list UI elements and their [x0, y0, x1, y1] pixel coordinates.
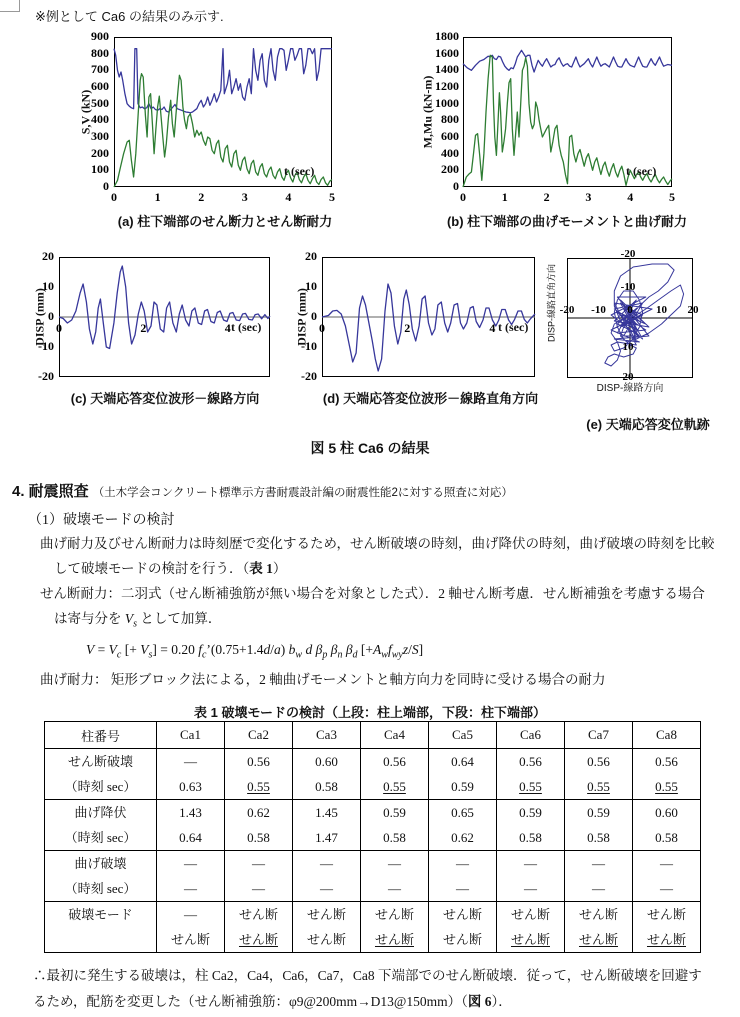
value-line: — [320, 856, 333, 871]
tick-label: 500 [91, 95, 109, 110]
tick-label: -10 [301, 339, 317, 353]
bullet-shear-capacity: せん断耐力：二羽式（せん断補強筋が無い場合を対象とした式）．2 軸せん断考慮．せん断補強を考慮する場合は寄与分を $V_s$ として加算． [40, 586, 705, 630]
failure-mode-table [44, 721, 701, 953]
value-line: — [592, 881, 605, 896]
value-line: せん断 [442, 932, 482, 947]
tick-label: 20 [687, 304, 699, 316]
tick-label: 700 [91, 62, 109, 77]
tick-label: 1200 [435, 79, 459, 93]
tick-label: 0 [48, 309, 54, 323]
value-line: — [524, 881, 537, 896]
value-cell [225, 749, 293, 800]
tick-label: 800 [91, 45, 109, 60]
table-header-label: 柱番号 [45, 722, 157, 749]
value-line: 0.58 [655, 830, 678, 845]
value-line: せん断 [306, 932, 346, 947]
chart-b-x-axis-label: t (sec) [626, 164, 657, 178]
value-line: 0.56 [587, 754, 610, 769]
value-line: 0.63 [179, 779, 202, 794]
value-line: — [388, 856, 401, 871]
table-header-Ca7: Ca7 [565, 722, 633, 749]
tick-label: -20 [559, 304, 575, 316]
value-cell [497, 851, 565, 902]
value-cell [361, 902, 429, 953]
value-cell [157, 800, 225, 851]
value-line: — [252, 856, 265, 871]
value-line: 0.56 [247, 754, 270, 769]
chart-e-y-axis-label: DISP-線路直角方向 [546, 263, 557, 343]
table-row [45, 851, 701, 902]
tick-label: 900 [91, 29, 109, 43]
tick-label: 800 [441, 112, 459, 127]
tick-label: 600 [441, 129, 459, 143]
value-line: せん断 [578, 932, 618, 947]
tick-label: 1400 [435, 62, 459, 77]
chart-d-x-axis-label: t (sec) [498, 320, 529, 334]
value-cell [565, 749, 633, 800]
table-header-Ca5: Ca5 [429, 722, 497, 749]
section4-heading-row [12, 480, 513, 501]
value-line: 0.60 [315, 754, 338, 769]
tick-label: 2 [198, 190, 205, 204]
value-line: — [388, 881, 401, 896]
value-line: 0.56 [383, 754, 406, 769]
value-line: せん断 [578, 907, 618, 922]
tick-label: 3 [241, 190, 248, 204]
tick-label: 4 [627, 190, 634, 204]
tick-label: 300 [91, 129, 109, 143]
tick-label: 20 [305, 249, 317, 263]
value-line: 0.58 [587, 830, 610, 845]
tick-label: 0 [56, 321, 62, 335]
row-label-cell [45, 902, 157, 953]
value-line: 0.59 [519, 805, 542, 820]
tick-label: 400 [441, 145, 459, 160]
row-label-line [45, 927, 156, 952]
tick-label: -10 [38, 339, 54, 353]
chart-a-x-axis-label: t (sec) [284, 164, 315, 178]
chart-c-caption: (c) 天端応答変位波形－線路方向 [70, 391, 260, 406]
tick-label: -20 [620, 248, 636, 260]
value-line: せん断 [238, 907, 278, 922]
tick-label: 0 [111, 190, 117, 204]
value-cell [429, 851, 497, 902]
tick-label: 0 [319, 321, 325, 335]
bullet-failure-mode: 曲げ耐力及びせん断耐力は時刻歴で変化するため，せん断破壊の時刻，曲げ降伏の時刻，曲げ破壊の時刻を比較して破壊モードの検討を行う．（表 1） [40, 536, 715, 576]
value-line: せん断 [646, 932, 686, 947]
table-header-Ca6: Ca6 [497, 722, 565, 749]
value-line: — [184, 907, 197, 922]
value-cell [565, 851, 633, 902]
value-line: 0.55 [383, 779, 406, 794]
table-header-Ca4: Ca4 [361, 722, 429, 749]
value-line: せん断 [374, 907, 414, 922]
value-cell [633, 800, 701, 851]
chart-e-caption: (e) 天端応答変位軌跡 [586, 417, 710, 432]
tick-label: 200 [91, 145, 109, 160]
row-label-line: （時刻 sec） [64, 779, 137, 794]
tick-label: 2 [543, 190, 550, 204]
tick-label: 10 [42, 279, 54, 293]
value-line: — [660, 881, 673, 896]
value-line: 0.62 [451, 830, 474, 845]
chart-a-y-axis-label: S,V (kN) [78, 89, 93, 135]
value-line: — [252, 881, 265, 896]
tick-label: 4 [285, 190, 292, 204]
value-line: せん断 [238, 932, 278, 947]
value-cell [429, 749, 497, 800]
tick-label: 0 [103, 179, 109, 193]
value-line: 0.65 [451, 805, 474, 820]
tick-label: 2 [140, 321, 147, 335]
tick-label: 3 [585, 190, 592, 204]
tick-label: 4 [224, 321, 231, 335]
table1-title: 表 1 破壊モードの検討（上段：柱上端部，下段：柱下端部） [194, 705, 546, 720]
value-line: 0.59 [451, 779, 474, 794]
value-line: 0.55 [519, 779, 542, 794]
value-line: 0.55 [655, 779, 678, 794]
value-cell [633, 749, 701, 800]
tick-label: 1 [501, 190, 508, 204]
chart-c-series [59, 257, 270, 377]
value-cell [497, 800, 565, 851]
value-line: せん断 [510, 932, 550, 947]
bullet-flexural-capacity: 曲げ耐力： 矩形ブロック法による，2 軸曲げモーメントと軸方向力を同時に受ける場合の耐力 [40, 672, 606, 688]
tick-label: 20 [42, 249, 54, 263]
value-cell [633, 851, 701, 902]
tick-label: 400 [91, 112, 109, 127]
value-cell [565, 902, 633, 953]
value-cell [565, 800, 633, 851]
value-line: 0.59 [587, 805, 610, 820]
tick-label: 10 [305, 279, 317, 293]
value-line: 0.62 [247, 805, 270, 820]
value-cell [157, 749, 225, 800]
value-line: — [524, 856, 537, 871]
tick-label: 100 [91, 162, 109, 177]
chart-e-x-axis-label: DISP-線路方向 [596, 383, 664, 394]
chart-d-series [322, 257, 535, 377]
value-cell [293, 851, 361, 902]
table-header-Ca8: Ca8 [633, 722, 701, 749]
table-header-Ca1: Ca1 [157, 722, 225, 749]
value-line: せん断 [374, 932, 414, 947]
tick-label: 1800 [435, 29, 459, 43]
tick-label: 5 [329, 190, 335, 204]
value-line: せん断 [170, 932, 210, 947]
value-cell [497, 902, 565, 953]
value-line: 0.64 [451, 754, 474, 769]
value-cell [497, 749, 565, 800]
tick-label: -20 [38, 369, 54, 383]
tick-label: 10 [622, 341, 634, 353]
table-row [45, 902, 701, 953]
chart-c-x-axis-label: t (sec) [231, 320, 262, 334]
tick-label: 0 [311, 309, 317, 323]
tick-label: -20 [301, 369, 317, 383]
value-line: — [320, 881, 333, 896]
value-line: せん断 [510, 907, 550, 922]
tick-label: 4 [489, 321, 496, 335]
row-label-line: （時刻 sec） [64, 830, 137, 845]
tick-label: 0 [460, 190, 466, 204]
figure5-caption: 図 5 柱 Ca6 の結果 [310, 440, 430, 456]
value-line: 0.59 [383, 805, 406, 820]
value-line: 1.47 [315, 830, 338, 845]
value-cell [361, 749, 429, 800]
section4-heading: 4. 耐震照査 [12, 483, 89, 500]
value-line: せん断 [306, 907, 346, 922]
tick-label: 20 [622, 371, 634, 383]
chart-d-caption: (d) 天端応答変位波形－線路直角方向 [322, 391, 539, 406]
value-line: — [184, 881, 197, 896]
value-line: 0.56 [519, 754, 542, 769]
table-row [45, 800, 701, 851]
value-line: 0.56 [655, 754, 678, 769]
value-line: 0.58 [383, 830, 406, 845]
value-line: — [456, 881, 469, 896]
tick-label: 2 [404, 321, 411, 335]
value-line: 1.43 [179, 805, 202, 820]
chart-a-caption: (a) 柱下端部のせん断力とせん断耐力 [117, 214, 333, 229]
value-line: 0.55 [587, 779, 610, 794]
tick-label: 10 [656, 304, 667, 316]
row-label-line: せん断破壊 [67, 754, 133, 769]
value-cell [633, 902, 701, 953]
row-label-line: （時刻 sec） [64, 881, 137, 896]
value-cell [225, 902, 293, 953]
value-cell [293, 749, 361, 800]
chart-b-caption: (b) 柱下端部の曲げモーメントと曲げ耐力 [446, 214, 688, 229]
value-line: せん断 [646, 907, 686, 922]
value-line: — [592, 856, 605, 871]
value-line: 0.55 [247, 779, 270, 794]
conclusion-paragraph: ∴最初に発生する破壊は，柱 Ca2，Ca4，Ca6，Ca7，Ca8 下端部でのせん断破壊．従って，せん断破壊を回避するため，配筋を変更した（せん断補強筋：φ9@200mm→D13@150mm）（図 6）． [33, 968, 702, 1009]
chart-d-y-axis-label: DISP (mm) [294, 288, 309, 346]
row-label-cell [45, 800, 157, 851]
row-label-line: 破壊モード [68, 907, 133, 922]
tick-label: 600 [91, 79, 109, 93]
stray-box-fragment [0, 0, 20, 12]
tick-label: 1000 [435, 95, 459, 110]
tick-label: -10 [620, 281, 636, 293]
value-cell [225, 851, 293, 902]
value-cell [293, 902, 361, 953]
table-row [45, 749, 701, 800]
tick-label: 0 [627, 304, 633, 316]
chart-e-trajectory [567, 258, 693, 378]
section4-subheading: （1）破壊モードの検討 [28, 513, 175, 528]
tick-label: 200 [441, 162, 459, 177]
value-cell [361, 800, 429, 851]
tick-label: 0 [453, 179, 459, 193]
value-line: せん断 [442, 907, 482, 922]
value-line: — [660, 856, 673, 871]
value-cell [429, 800, 497, 851]
row-label-cell [45, 749, 157, 800]
value-line: 0.58 [519, 830, 542, 845]
row-label-line: 曲げ降伏 [74, 805, 127, 820]
value-cell [157, 902, 225, 953]
tick-label: 1 [154, 190, 161, 204]
shear-capacity-formula: $V = V_c$ [+ $V_s] = 0.20$ $f_c’(0.75+1.4d/a)$ $b_w$ d $\beta_p$ $\beta_n$ $\beta_d$ $[+A_wf_{wy}z/S]$ [86, 641, 424, 661]
value-cell [361, 851, 429, 902]
table-header-Ca2: Ca2 [225, 722, 293, 749]
chart-b-y-axis-label: M,Mu (kN-m) [420, 75, 435, 149]
value-line: — [184, 856, 197, 871]
section4-heading-note: （土木学会コンクリート標準示方書耐震設計編の耐震性能2に対する照査に対応） [92, 487, 513, 499]
page-note: ※例として Ca6 の結果のみ示す. [35, 9, 224, 24]
value-line: 0.58 [315, 779, 338, 794]
row-label-line: 曲げ破壊 [74, 856, 127, 871]
value-line: 0.64 [179, 830, 202, 845]
tick-label: 1600 [435, 45, 459, 60]
value-cell [157, 851, 225, 902]
chart-c-y-axis-label: DISP (mm) [32, 288, 47, 346]
value-cell [293, 800, 361, 851]
tick-label: 5 [669, 190, 675, 204]
value-cell [429, 902, 497, 953]
value-cell [225, 800, 293, 851]
value-line: — [456, 856, 469, 871]
value-line: 1.45 [315, 805, 338, 820]
tick-label: -10 [591, 304, 606, 316]
row-label-cell [45, 851, 157, 902]
value-line: — [184, 754, 197, 769]
value-line: 0.60 [655, 805, 678, 820]
table-header-Ca3: Ca3 [293, 722, 361, 749]
value-line: 0.58 [247, 830, 270, 845]
section4-bullets [40, 531, 718, 692]
